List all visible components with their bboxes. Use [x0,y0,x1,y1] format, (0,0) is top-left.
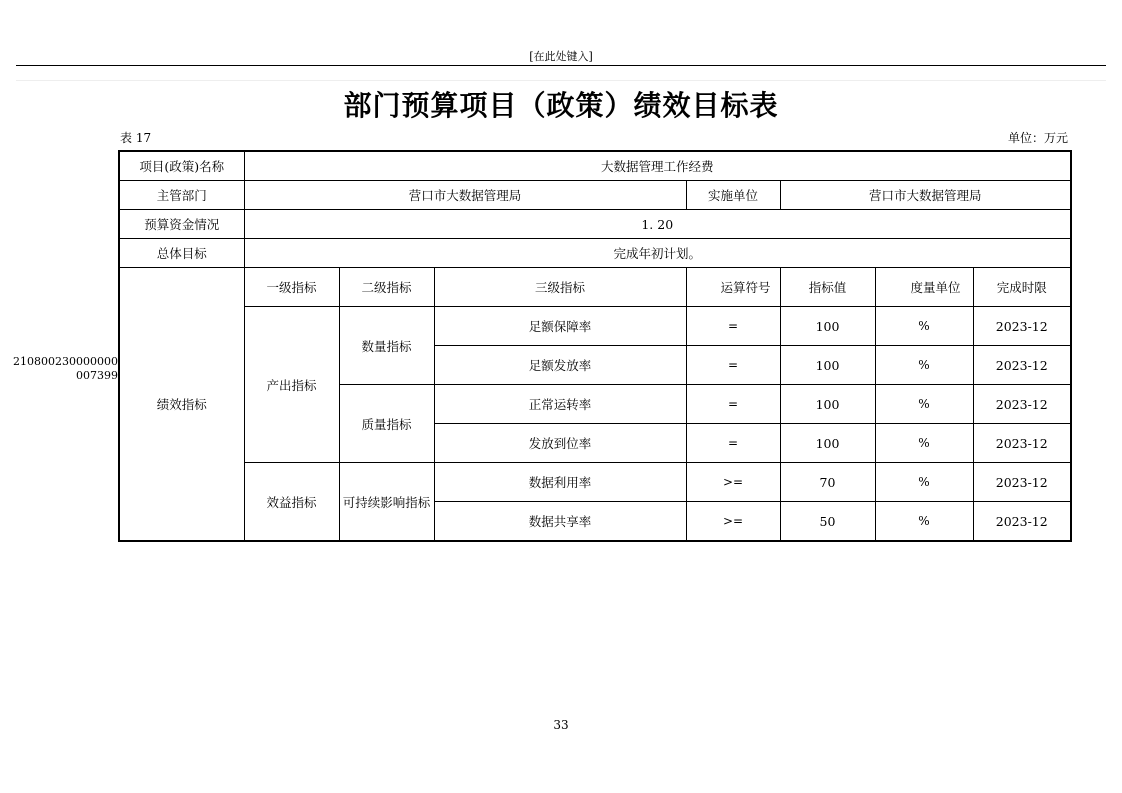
header-level2: 二级指标 [339,268,434,307]
indicator-operator: = [686,307,780,346]
row-funds [119,210,1071,239]
indicator-deadline: 2023-12 [973,502,1071,542]
header-level1: 一级指标 [244,268,339,307]
indicator-value: 100 [780,424,875,463]
header-placeholder: [在此处键入] [529,50,593,63]
indicator-deadline: 2023-12 [973,424,1071,463]
indicator-value: 100 [780,307,875,346]
header-subrule [16,80,1106,81]
table-number: 表 17 [120,131,152,145]
row-goal [119,239,1071,268]
indicator-name: 数据利用率 [434,463,686,502]
row-project-name [119,151,1071,181]
page-number: 33 [553,718,569,732]
goal-label: 总体目标 [119,239,244,268]
project-name-value: 大数据管理工作经费 [244,151,1071,181]
indicator-deadline: 2023-12 [973,307,1071,346]
indicator-operator: = [686,346,780,385]
indicator-unit: % [875,307,973,346]
header-level3: 三级指标 [434,268,686,307]
header-deadline: 完成时限 [973,268,1071,307]
indicator-deadline: 2023-12 [973,463,1071,502]
indicator-header-row [119,268,1071,307]
group-quantity: 数量指标 [339,307,434,385]
indicator-name: 数据共享率 [434,502,686,542]
indicator-unit: % [875,502,973,542]
indicator-name: 足额保障率 [434,307,686,346]
indicator-operator: = [686,424,780,463]
indicator-value: 100 [780,385,875,424]
table-row [119,463,1071,502]
dept-value: 营口市大数据管理局 [244,181,686,210]
group-benefit: 效益指标 [244,463,339,542]
group-sustain: 可持续影响指标 [339,463,434,542]
group-quality: 质量指标 [339,385,434,463]
funds-value: 1. 20 [244,210,1071,239]
group-output: 产出指标 [244,307,339,463]
indicator-unit: % [875,424,973,463]
dept-label: 主管部门 [119,181,244,210]
row-department [119,181,1071,210]
header-operator: 运算符号 [686,268,780,307]
funds-label: 预算资金情况 [119,210,244,239]
indicator-name: 发放到位率 [434,424,686,463]
unit-label: 单位：万元 [1007,131,1068,145]
indicator-operator: >= [686,502,780,542]
performance-target-table [118,150,1072,542]
indicator-deadline: 2023-12 [973,346,1071,385]
indicator-operator: = [686,385,780,424]
indicator-name: 足额发放率 [434,346,686,385]
header-value: 指标值 [780,268,875,307]
impl-value: 营口市大数据管理局 [780,181,1071,210]
page-title: 部门预算项目（政策）绩效目标表 [343,89,779,122]
impl-label: 实施单位 [686,181,780,210]
indicator-unit: % [875,463,973,502]
header-rule [16,65,1106,66]
project-name-label: 项目(政策)名称 [119,151,244,181]
indicator-value: 100 [780,346,875,385]
indicator-operator: >= [686,463,780,502]
table-row [119,307,1071,346]
header-unit: 度量单位 [875,268,973,307]
indicator-value: 70 [780,463,875,502]
indicator-section-label: 绩效指标 [119,268,244,542]
indicator-value: 50 [780,502,875,542]
indicator-unit: % [875,385,973,424]
project-code: 210800230000000007399 [13,355,118,382]
goal-value: 完成年初计划。 [244,239,1071,268]
indicator-unit: % [875,346,973,385]
indicator-name: 正常运转率 [434,385,686,424]
indicator-deadline: 2023-12 [973,385,1071,424]
